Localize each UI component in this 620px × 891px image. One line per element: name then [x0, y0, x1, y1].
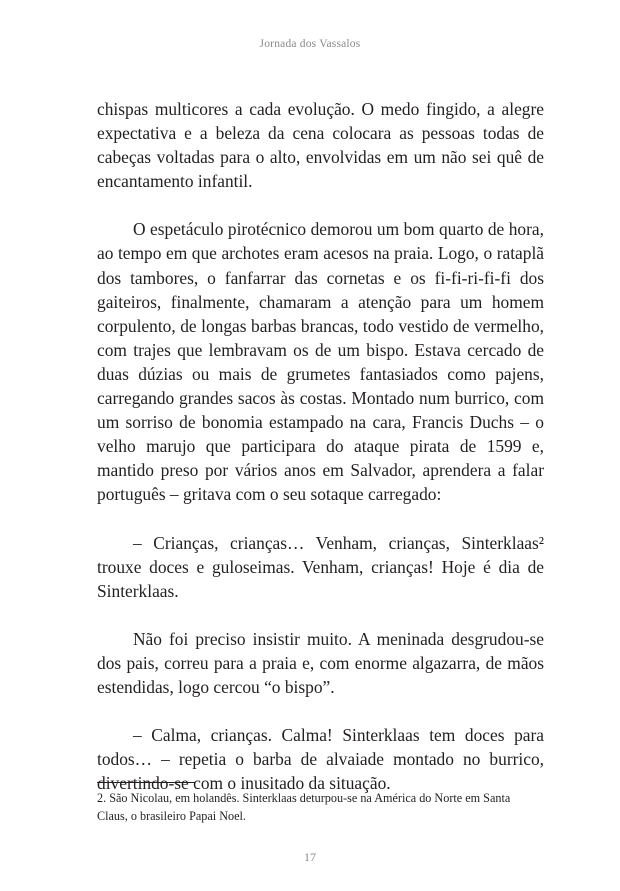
paragraph-3: – Crianças, crianças… Venham, crianças, Sinterklaas² trouxe doces e guloseimas. Venham, crianças! Hoje é dia de Sinterklaas.: [97, 532, 544, 601]
paragraph-1: chispas multicores a cada evolução. O medo fingido, a alegre expectativa e a beleza da cena colocara as pessoas todas de cabeças voltadas para o alto, envolvidas em um não sei quê de encantamento infantil.: [97, 99, 544, 192]
footnote: 2. São Nicolau, em holandês. Sinterklaas deturpou-se na América do Norte em Santa Claus, o brasileiro Papai Noel.: [97, 791, 511, 823]
page-number: 17: [304, 850, 316, 864]
running-header: Jornada dos Vassalos: [259, 38, 361, 50]
paragraph-4: Não foi preciso insistir muito. A meninada desgrudou-se dos pais, correu para a praia e, com enorme algazarra, de mãos estendidas, logo cercou “o bispo”.: [97, 628, 544, 697]
body-text: [97, 97, 544, 819]
paragraph-2: O espetáculo pirotécnico demorou um bom quarto de hora, ao tempo em que archotes eram acesos na praia. Logo, o rataplã dos tambores, o fanfarrar das cornetas e os fi-fi-ri-fi-fi dos gaiteiros, finalmente, chamaram a atenção para um homem corpulento, de longas barbas brancas, todo vestido de vermelho, com trajes que lembravam os de um bispo. Estava cercado de duas dúzias ou mais de grumetes fantasiados como pajens, carregando grandes sacos às costas. Montado num burrico, com um sorriso de bonomia estampado na cara, Francis Duchs – o velho marujo que participara do ataque pirata de 1599 e, mantido preso por vários anos em Salvador, aprendera a falar português – gritava com o seu sotaque carregado:: [97, 219, 544, 505]
paragraph-5: – Calma, crianças. Calma! Sinterklaas tem doces para todos… – repetia o barba de alvaiade montado no burrico, divertindo-se com o inusitado da situação.: [97, 725, 544, 794]
footnote-rule: [97, 782, 195, 783]
